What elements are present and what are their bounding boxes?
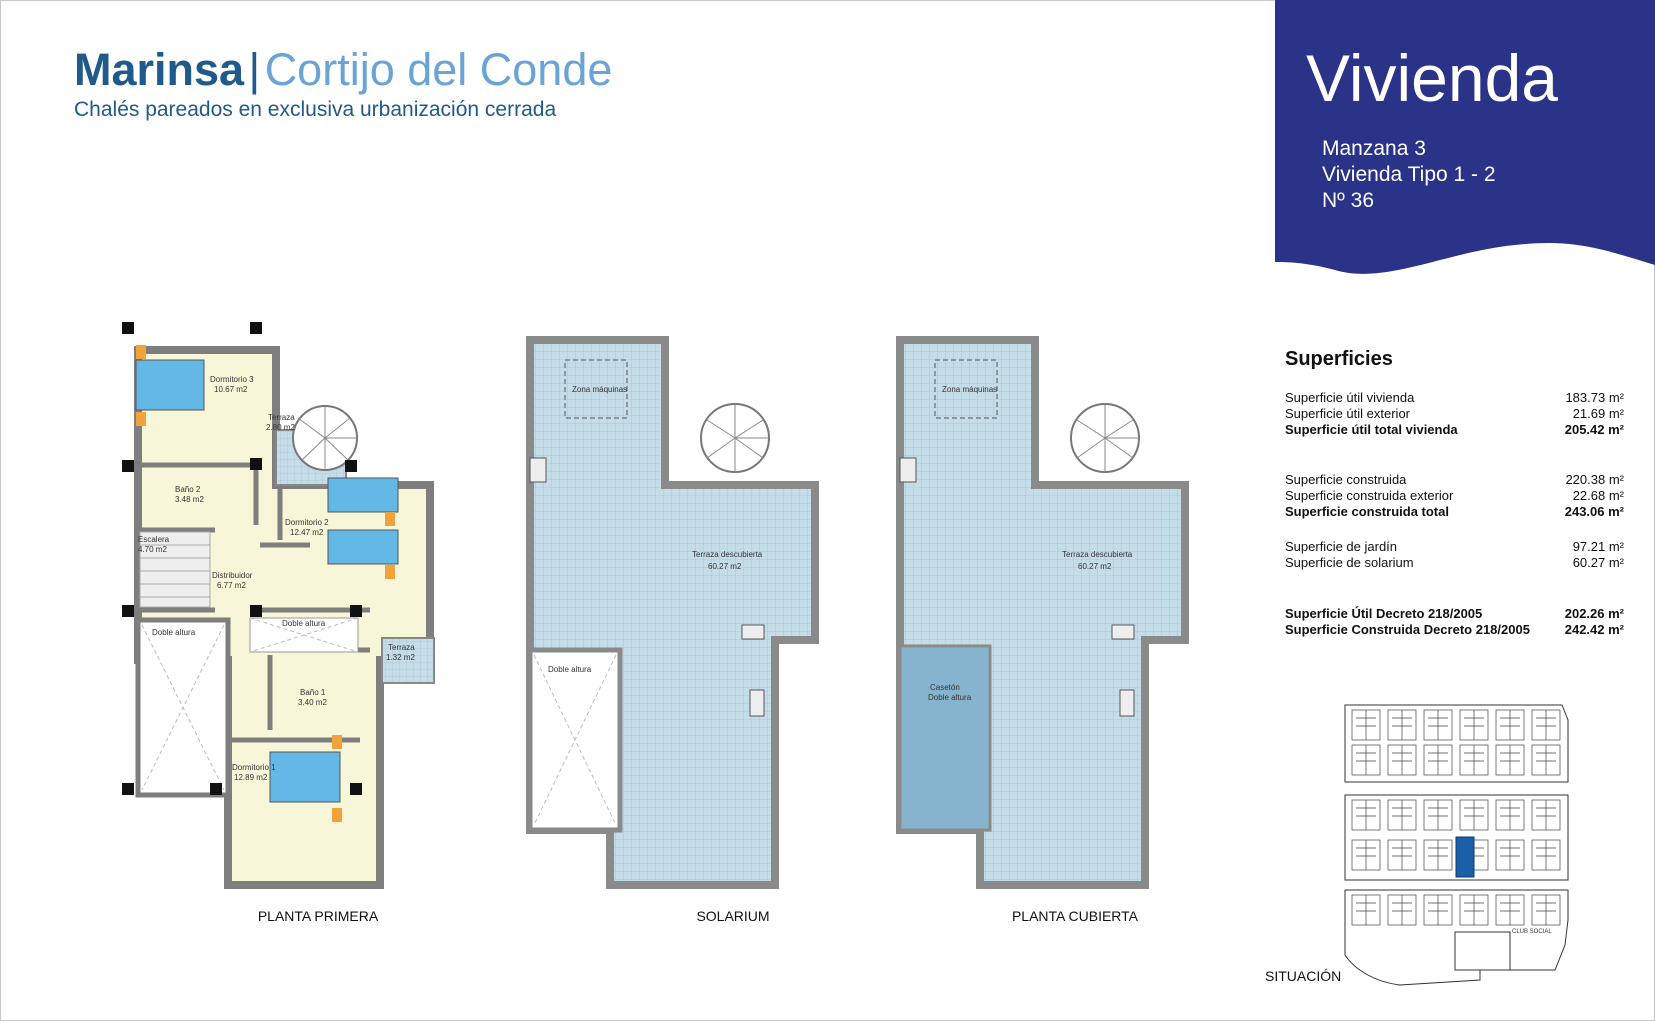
room-bano2-area: 3.48 m2 <box>175 495 204 504</box>
banner-line-manzana: Manzana 3 <box>1322 137 1426 160</box>
row-value: 60.27 m² <box>1572 555 1624 570</box>
plan-label-primera: PLANTA PRIMERA <box>257 908 379 924</box>
brand-title <box>74 44 612 96</box>
room-escalera-name: Escalera <box>138 535 170 544</box>
row-value: 21.69 m² <box>1572 406 1624 421</box>
row-value: 97.21 m² <box>1572 539 1624 554</box>
row-label: Superficie Construida Decreto 218/2005 <box>1285 622 1530 637</box>
cubierta-caseton-sub: Doble altura <box>928 693 972 702</box>
room-doble2: Doble altura <box>282 619 326 628</box>
planta-primera-plan <box>120 320 440 895</box>
solarium-doble: Doble altura <box>548 665 592 674</box>
solarium-plan <box>520 320 830 895</box>
room-terraza1-area: 2.80 m2 <box>266 423 295 432</box>
plan-label-solarium: SOLARIUM <box>696 908 770 924</box>
highlighted-plot <box>1456 837 1474 877</box>
superficies-heading: Superficies <box>1285 348 1393 370</box>
brand-name: Marinsa <box>74 44 245 95</box>
superficie-row-total <box>1285 504 1624 519</box>
row-label: Superficie construida exterior <box>1285 488 1454 503</box>
room-dorm3-area: 10.67 m2 <box>214 385 248 394</box>
room-terraza1-name: Terraza <box>268 413 295 422</box>
solarium-zona: Zona máquinas <box>572 385 628 394</box>
row-label: Superficie de jardín <box>1285 539 1398 554</box>
row-label: Superficie útil vivienda <box>1285 390 1415 405</box>
room-dorm3-name: Dormitorio 3 <box>210 375 254 384</box>
room-bano1-name: Baño 1 <box>300 688 326 697</box>
room-escalera-area: 4.70 m2 <box>138 545 167 554</box>
superficie-row-decreto <box>1285 606 1624 621</box>
row-label: Superficie construida <box>1285 472 1407 487</box>
banner-title: Vivienda <box>1306 41 1558 115</box>
superficie-row <box>1285 555 1624 570</box>
room-terraza2-name: Terraza <box>388 643 415 652</box>
superficie-row <box>1285 488 1624 503</box>
room-distribuidor-name: Distribuidor <box>212 571 253 580</box>
room-dorm1-area: 12.89 m2 <box>234 773 268 782</box>
cubierta-zona: Zona máquinas <box>942 385 998 394</box>
row-value: 202.26 m² <box>1564 606 1624 621</box>
brand-separator: | <box>248 44 261 95</box>
room-dorm1-name: Dormitorio 1 <box>232 763 276 772</box>
row-value: 242.42 m² <box>1564 622 1624 637</box>
row-value: 22.68 m² <box>1572 488 1624 503</box>
superficie-row <box>1285 539 1624 554</box>
cubierta-caseton-name: Casetón <box>930 683 960 692</box>
row-value: 220.38 m² <box>1565 472 1624 487</box>
room-distribuidor-area: 6.77 m2 <box>217 581 246 590</box>
project-name: Cortijo del Conde <box>264 44 613 95</box>
superficie-row <box>1285 472 1624 487</box>
room-dorm2-area: 12.47 m2 <box>290 528 324 537</box>
row-value: 243.06 m² <box>1564 504 1624 519</box>
row-value: 205.42 m² <box>1564 422 1624 437</box>
room-bano1-area: 3.40 m2 <box>298 698 327 707</box>
superficie-row-decreto <box>1285 622 1624 637</box>
row-label: Superficie construida total <box>1285 504 1449 519</box>
banner-line-numero: Nº 36 <box>1322 189 1375 212</box>
room-bano2-name: Baño 2 <box>175 485 201 494</box>
row-label: Superficie útil exterior <box>1285 406 1410 421</box>
superficie-row <box>1285 406 1624 421</box>
cubierta-terraza-name: Terraza descubierta <box>1062 550 1133 559</box>
situacion-site-map <box>1340 700 1575 1020</box>
row-value: 183.73 m² <box>1565 390 1624 405</box>
solarium-terraza-name: Terraza descubierta <box>692 550 763 559</box>
plan-label-cubierta: PLANTA CUBIERTA <box>1011 908 1139 924</box>
situacion-label: SITUACIÓN <box>1265 968 1342 984</box>
cubierta-terraza-area: 60.27 m2 <box>1078 562 1112 571</box>
superficie-row-total <box>1285 422 1624 437</box>
subtitle: Chalés pareados en exclusiva urbanización cerrada <box>74 98 557 121</box>
row-label: Superficie útil total vivienda <box>1285 422 1458 437</box>
planta-cubierta-plan <box>890 320 1200 895</box>
room-doble1: Doble altura <box>152 628 196 637</box>
room-dorm2-name: Dormitorio 2 <box>285 518 329 527</box>
solarium-terraza-area: 60.27 m2 <box>708 562 742 571</box>
banner-line-tipo: Vivienda Tipo 1 - 2 <box>1322 163 1496 186</box>
club-social-label: CLUB SOCIAL <box>1512 929 1552 935</box>
row-label: Superficie de solarium <box>1285 555 1414 570</box>
row-label: Superficie Útil Decreto 218/2005 <box>1285 606 1483 621</box>
room-terraza2-area: 1.32 m2 <box>386 653 415 662</box>
superficie-row <box>1285 390 1624 405</box>
